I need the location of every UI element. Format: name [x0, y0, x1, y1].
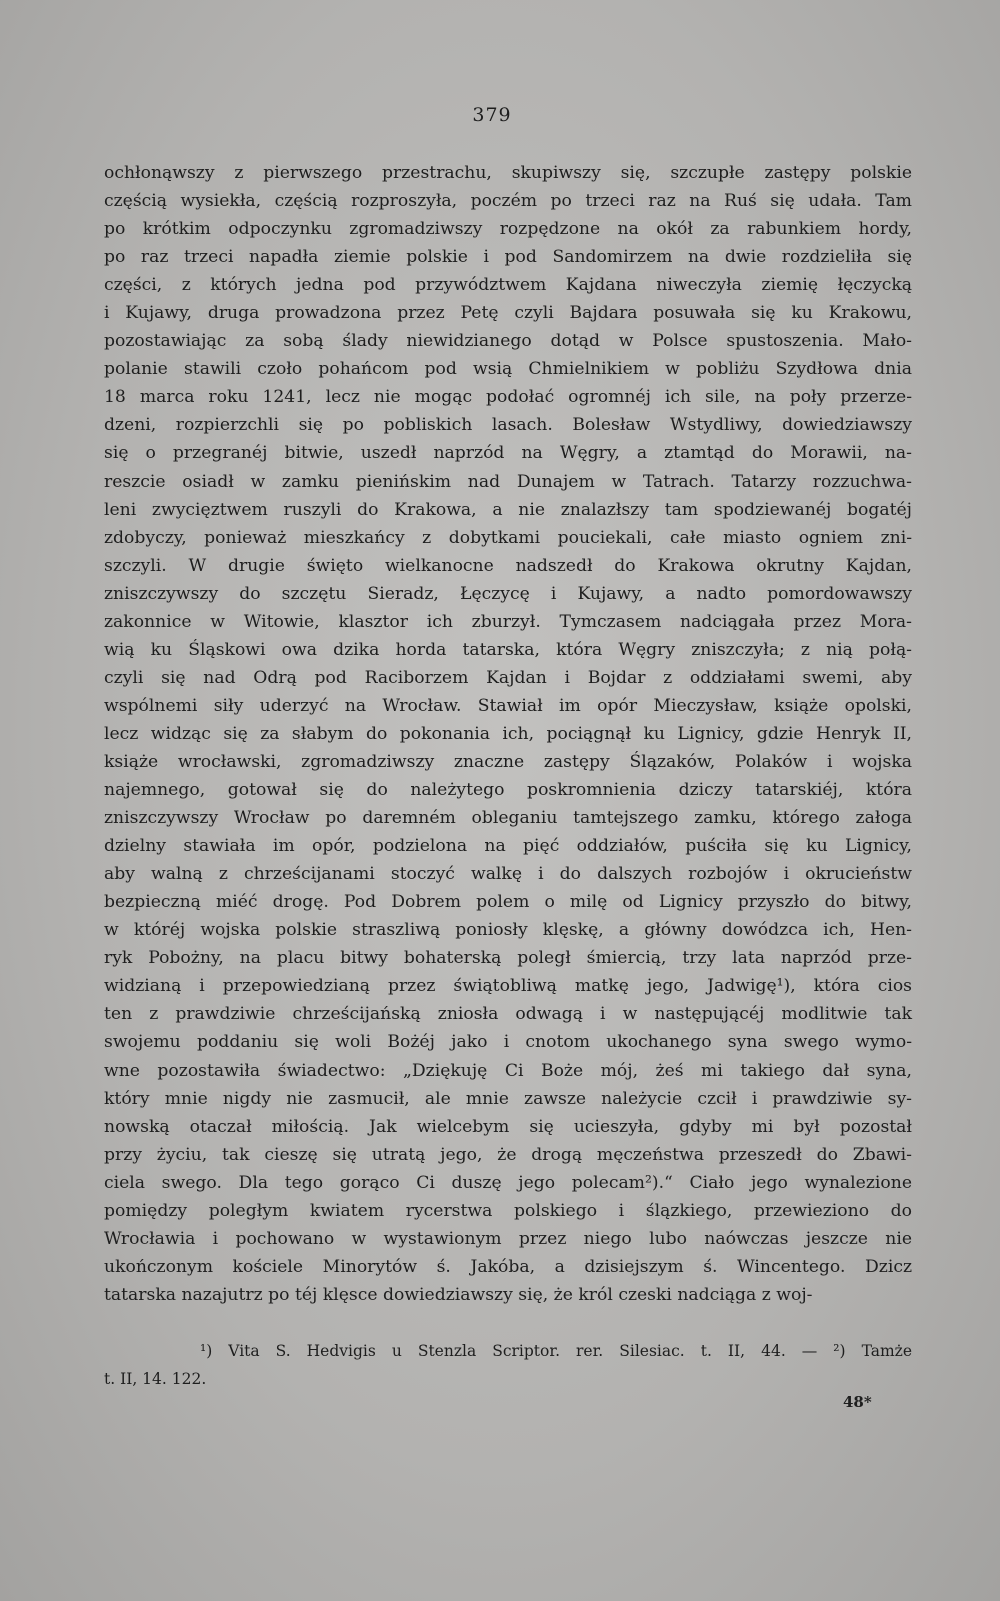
footnotes: [104, 1337, 912, 1393]
text-line: ten z prawdziwie chrześcijańską zniosła odwagą i w następującéj modlitwie tak: [104, 1004, 912, 1025]
text-line: ryk Pobożny, na placu bitwy bohaterską poległ śmiercią, trzy lata naprzód prze-: [104, 948, 912, 969]
text-line: Wrocławia i pochowano w wystawionym przez niego lubo naówczas jeszcze nie: [104, 1228, 912, 1249]
text-line: reszcie osiadł w zamku pienińskim nad Dunajem w Tatrach. Tatarzy rozzuchwa-: [104, 471, 912, 492]
text-line: pozostawiając za sobą ślady niewidzianego dotąd w Polsce spustoszenia. Mało-: [104, 331, 912, 352]
text-line: książe wrocławski, zgromadziwszy znaczne zastępy Ślązaków, Polaków i wojska: [104, 751, 912, 772]
text-line: swojemu poddaniu się woli Bożéj jako i cnotom ukochanego syna swego wymo-: [104, 1032, 912, 1053]
text-line: polanie stawili czoło pohańcom pod wsią Chmielnikiem w pobliżu Szydłowa dnia: [104, 359, 912, 380]
text-line: 18 marca roku 1241, lecz nie mogąc podołać ogromnéj ich sile, na poły przerze-: [104, 387, 912, 408]
text-line: dzeni, rozpierzchli się po pobliskich lasach. Bolesław Wstydliwy, dowiedziawszy: [104, 415, 912, 436]
text-line: po krótkim odpoczynku zgromadziwszy rozpędzone na okół za rabunkiem hordy,: [104, 219, 912, 240]
text-line: aby walną z chrześcijanami stoczyć walkę i do dalszych rozbojów i okrucieństw: [104, 864, 912, 885]
text-line: wne pozostawiła świadectwo: „Dziękuję Ci Boże mój, żeś mi takiego dał syna,: [104, 1060, 912, 1081]
text-line: części, z których jedna pod przywództwem Kajdana niweczyła ziemię łęczycką: [104, 275, 912, 296]
text-line: częścią wysiekła, częścią rozproszyła, poczém po trzeci raz na Ruś się udała. Tam: [104, 191, 912, 212]
text-line: nowską otaczał miłością. Jak wielcebym się ucieszyła, gdyby mi był pozostał: [104, 1116, 912, 1137]
text-line: który mnie nigdy nie zasmucił, ale mnie zawsze należycie czcił i prawdziwie sy-: [104, 1088, 912, 1109]
text-line: i Kujawy, druga prowadzona przez Petę czyli Bajdara posuwała się ku Krakowu,: [104, 303, 912, 324]
text-line: dzielny stawiała im opór, podzielona na pięć oddziałów, puściła się ku Lignicy,: [104, 836, 912, 857]
text-line: najemnego, gotował się do należytego poskromnienia dziczy tatarskiéj, która: [104, 780, 912, 801]
page-number: 379: [472, 104, 512, 126]
text-line: zniszczywszy do szczętu Sieradz, Łęczycę i Kujawy, a nadto pomordowawszy: [104, 583, 912, 604]
text-line: wspólnemi siły uderzyć na Wrocław. Stawiał im opór Mieczysław, książe opolski,: [104, 695, 912, 716]
footnote-line: t. II, 14. 122.: [104, 1370, 207, 1388]
text-line: leni zwycięztwem ruszyli do Krakowa, a nie znalazłszy tam spodziewanéj bogatéj: [104, 499, 912, 520]
text-line: szczyli. W drugie święto wielkanocne nadszedł do Krakowa okrutny Kajdan,: [104, 555, 912, 576]
text-line: bezpieczną miéć drogę. Pod Dobrem polem o milę od Lignicy przyszło do bitwy,: [104, 892, 912, 913]
text-line: zakonnice w Witowie, klasztor ich zburzył. Tymczasem nadciągała przez Mora-: [104, 611, 912, 632]
text-line: lecz widząc się za słabym do pokonania ich, pociągnął ku Lignicy, gdzie Henryk II,: [104, 723, 912, 744]
text-line: ciela swego. Dla tego gorąco Ci duszę jego polecam²).“ Ciało jego wynalezione: [104, 1172, 912, 1193]
text-line: tatarska nazajutrz po téj klęsce dowiedziawszy się, że król czeski nadciąga z woj-: [104, 1284, 813, 1305]
footnote-line: ¹) Vita S. Hedvigis u Stenzla Scriptor. rer. Silesiac. t. II, 44. — ²) Tamże: [200, 1342, 912, 1360]
text-line: ochłonąwszy z pierwszego przestrachu, skupiwszy się, szczupłe zastępy polskie: [104, 163, 912, 183]
text-line: w któréj wojska polskie straszliwą poniosły klęskę, a główny dowódzca ich, Hen-: [104, 920, 912, 941]
text-line: widzianą i przepowiedzianą przez świątobliwą matkę jego, Jadwigę¹), która cios: [104, 976, 912, 997]
text-line: pomiędzy poległym kwiatem rycerstwa polskiego i ślązkiego, przewieziono do: [104, 1200, 912, 1221]
text-line: czyli się nad Odrą pod Raciborzem Kajdan i Bojdar z oddziałami swemi, aby: [104, 667, 912, 688]
text-line: zdobyczy, ponieważ mieszkańcy z dobytkami pouciekali, całe miasto ogniem zni-: [104, 527, 912, 548]
body-text: [104, 159, 912, 1309]
text-line: ukończonym kościele Minorytów ś. Jakóba, a dzisiejszym ś. Wincentego. Dzicz: [104, 1256, 912, 1277]
text-line: po raz trzeci napadła ziemie polskie i pod Sandomirzem na dwie rozdzieliła się: [104, 247, 912, 268]
text-line: się o przegranéj bitwie, uszedł naprzód na Węgry, a ztamtąd do Morawii, na-: [104, 443, 912, 464]
text-line: przy życiu, tak cieszę się utratą jego, że drogą męczeństwa przeszedł do Zbawi-: [104, 1144, 912, 1165]
text-line: zniszczywszy Wrocław po daremném obleganiu tamtejszego zamku, którego załoga: [104, 808, 912, 829]
printer-signature: 48*: [843, 1393, 872, 1411]
text-line: wią ku Śląskowi owa dzika horda tatarska, która Węgry zniszczyła; z nią połą-: [104, 639, 912, 660]
